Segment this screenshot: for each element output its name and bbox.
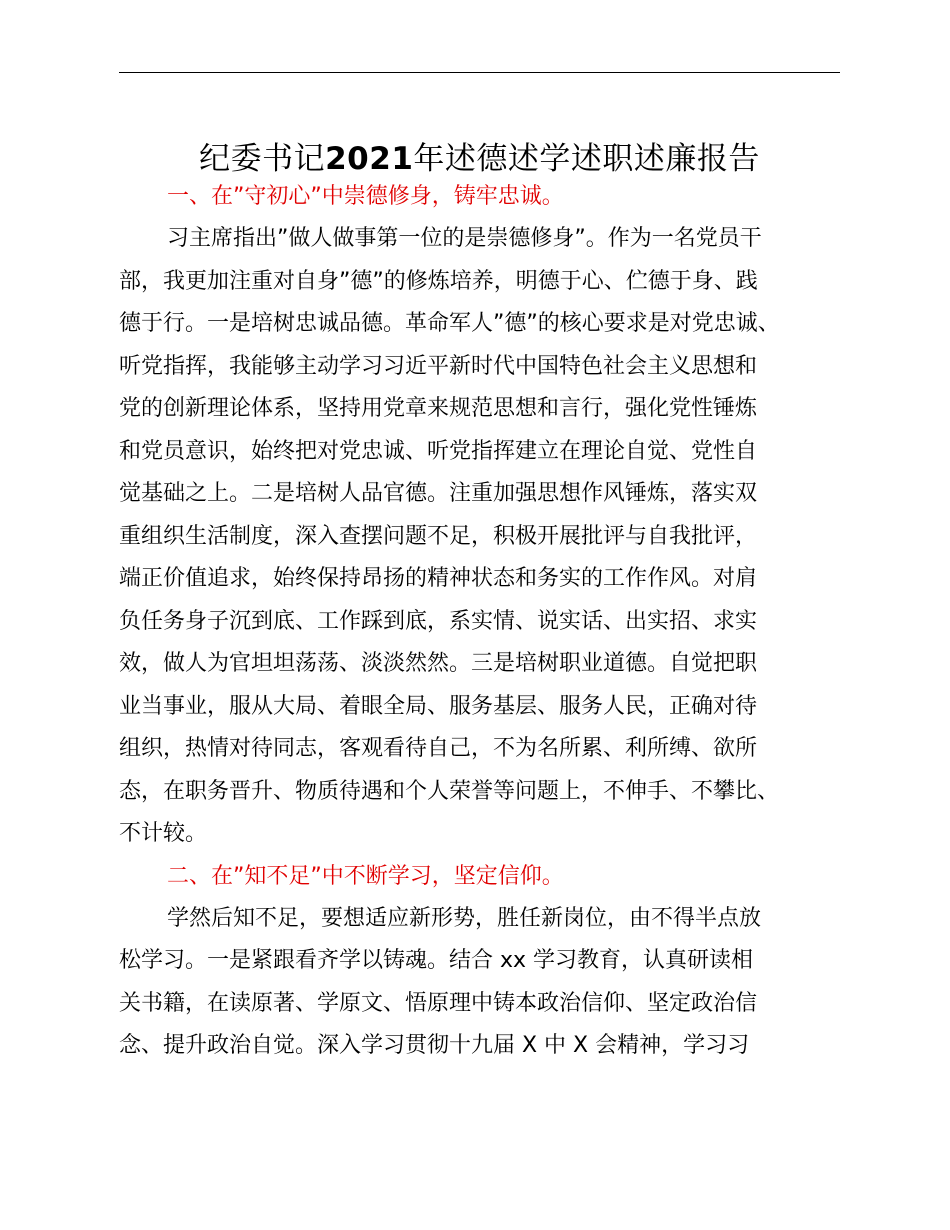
header-rule [119, 72, 840, 73]
paragraph-line: 部，我更加注重对自身”德”的修炼培养，明德于心、伫德于身、践 [119, 268, 758, 294]
paragraph-line: 松学习。一是紧跟看齐学以铸魂。结合 xx 学习教育，认真研读相 [119, 948, 754, 973]
title-year: 2021 [325, 141, 414, 177]
paragraph-line: 组织，热情对待同志，客观看待自己，不为名所累、利所缚、欲所 [119, 736, 758, 761]
section-heading-1: 一、在”守初心”中崇德修身，铸牢忠诚。 [167, 184, 564, 209]
paragraph-line: 习主席指出”做人做事第一位的是崇德修身”。作为一名党员干 [167, 226, 762, 251]
paragraph-line: 学然后知不足，要想适应新形势，胜任新岗位，由不得半点放 [167, 905, 762, 931]
paragraph-line: 负任务身子沉到底、工作踩到底，系实情、说实话、出实招、求实 [119, 608, 758, 634]
paragraph-line: 念、提升政治自觉。深入学习贯彻十九届 X 中 X 会精神，学习习 [119, 1033, 750, 1058]
section-paragraph-2 [119, 898, 844, 1068]
paragraph-line: 态，在职务晋升、物质待遇和个人荣誉等问题上，不伸手、不攀比、 [119, 778, 780, 804]
title-prefix: 纪委书记 [199, 141, 326, 177]
paragraph-line: 德于行。一是培树忠诚品德。革命军人”德”的核心要求是对党忠诚、 [119, 311, 780, 336]
paragraph-line: 关书籍，在读原著、学原文、悟原理中铸本政治信仰、坚定政治信 [119, 990, 758, 1016]
paragraph-line: 重组织生活制度，深入查摆问题不足，积极开展批评与自我批评， [119, 523, 758, 549]
paragraph-line: 觉基础之上。二是培树人品官德。注重加强思想作风锤炼，落实双 [119, 481, 758, 506]
paragraph-line: 业当事业，服从大局、着眼全局、服务基层、服务人民，正确对待 [119, 693, 758, 719]
paragraph-line: 不计较。 [119, 821, 208, 846]
paragraph-line: 党的创新理论体系，坚持用党章来规范思想和言行，强化党性锤炼 [119, 396, 758, 421]
paragraph-line: 端正价值追求，始终保持昂扬的精神状态和务实的工作作风。对肩 [119, 566, 758, 591]
document-body [119, 176, 844, 1068]
paragraph-line: 听党指挥，我能够主动学习习近平新时代中国特色社会主义思想和 [119, 353, 758, 379]
paragraph-line: 和党员意识，始终把对党忠诚、听党指挥建立在理论自觉、党性自 [119, 438, 758, 464]
paragraph-line: 效，做人为官坦坦荡荡、淡淡然然。三是培树职业道德。自觉把职 [119, 651, 758, 676]
section-heading-2: 二、在”知不足”中不断学习，坚定信仰。 [167, 863, 564, 889]
title-suffix: 年述德述学述职述廉报告 [413, 141, 760, 177]
section-paragraph-1 [119, 218, 844, 856]
